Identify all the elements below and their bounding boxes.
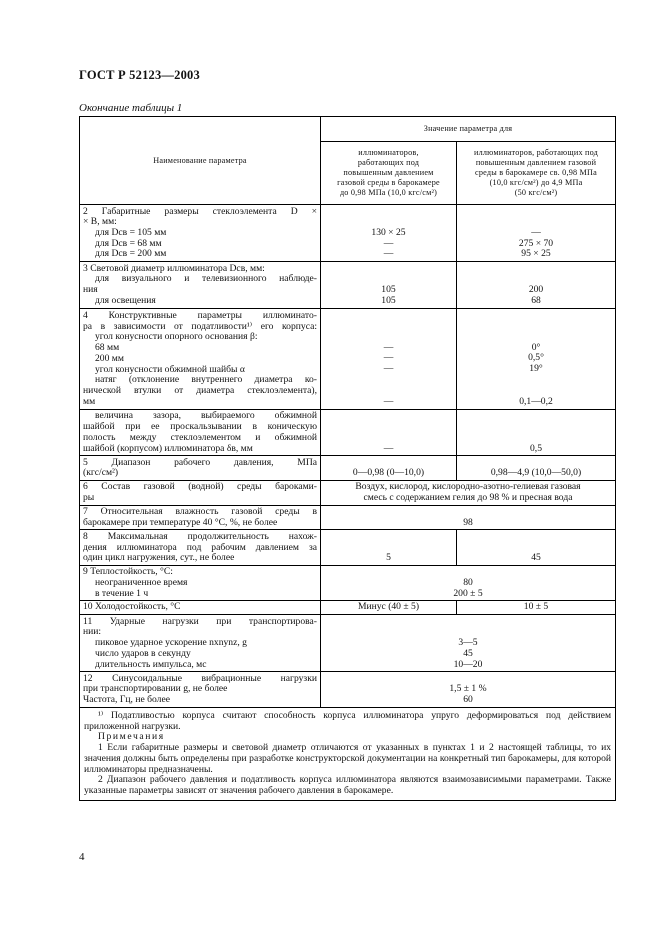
merged-value-cell [321,672,616,707]
parameter-cell [80,409,321,456]
value-line: 1,5 ± 1 % [449,683,487,695]
value-line: — [383,352,394,364]
value-line: 275 × 70 [518,237,554,249]
parameter-line: шайбой при ее проскальзывании в коническую [83,421,317,433]
value-line [324,206,453,217]
table-row [80,308,616,409]
value-cell-up-to-0-98 [321,530,457,566]
parameter-line: шайбой (корпусом) иллюминатора δв, мм [83,442,253,454]
parameter-cell [80,530,321,566]
table-row [80,505,616,530]
value-line [324,531,453,542]
parameter-cell [80,505,321,530]
parameter-cell [80,456,321,481]
value-line: 0,5 [530,442,542,454]
column-header-line: работающих под [357,158,420,168]
parameter-line: 4 Конструктивные параметры иллюминато- [83,310,317,321]
value-cell-above-0-98 [457,409,616,456]
parameter-line: один цикл нагружения, сут., не более [83,552,235,564]
value-cell-above-0-98 [457,262,616,308]
value-line [324,433,453,444]
parameter-line: для визуального и телевизионного наблюде- [95,273,317,285]
value-line: 0° [531,341,541,353]
parameter-line: × B, мм: [83,216,117,228]
value-line: 0,5° [528,352,544,364]
table-row [80,530,616,566]
value-line [324,422,453,433]
parameter-cell [80,262,321,308]
note-item: 2 Диапазон рабочего давления и податливость корпуса иллюминатора являются взаимозависимыми параметрами. Также указанные параметры зависят от значения рабочего давления в барокамере. [84,774,612,797]
value-cell-above-0-98 [457,205,616,262]
parameter-line: полость между стеклоэлементом и обжимной [83,431,317,443]
column-header-line: (50 кгс/см²) [514,187,558,197]
value-cell-above-0-98 [457,308,616,409]
column-header-line: среды в барокамере св. 0,98 МПа [475,168,597,178]
value-cell-above-0-98 [457,601,616,615]
parameter-line: 8 Максимальная продолжительность нахож- [83,530,317,542]
notes-title: Примечания [98,731,165,743]
column-header-line: до 0,98 МПа (10,0 кгс/см²) [339,187,438,197]
parameter-line: для Dсв = 200 мм [95,248,167,260]
value-line: смесь с содержанием гелия до 98 % и пресная вода [363,491,573,503]
table-row [80,601,616,615]
parameter-line: 9 Теплостойкость, °С: [83,566,173,578]
parameter-line: для Dсв = 105 мм [95,227,167,238]
parameter-line: ния [83,284,98,296]
parameter-line: 5 Диапазон рабочего давления, МПа [83,456,317,468]
value-cell-up-to-0-98 [321,308,457,409]
merged-value-cell [321,566,616,601]
column-header-line: повышенным давлением газовой [475,158,597,168]
value-line: 60 [463,694,473,706]
table-row [80,409,616,456]
parameter-line: (кгс/см²) [83,467,119,479]
value-line [460,531,612,542]
column-header-line: иллюминаторов, [358,148,419,158]
table-row [80,615,616,672]
parameter-line: мм [83,395,96,407]
parameter-line: ры [83,491,95,503]
value-line: 19° [529,363,543,375]
value-line: 105 [381,294,396,306]
column-header-line: повышенным давлением [343,168,434,178]
value-line: 130 × 25 [371,227,406,238]
merged-value-cell [321,615,616,672]
parameter-cell [80,481,321,505]
parameter-line: барокамере при температуре 40 °С, %, не более [83,516,278,528]
parameter-line: величина зазора, выбираемого обжимной [95,410,317,422]
value-cell-up-to-0-98 [321,601,457,615]
value-line: — [531,227,541,238]
parameter-line: 10 Холодостойкость, °С [83,601,181,613]
parameter-line: пиковое ударное ускорение nxnynz, g [95,637,247,649]
parameter-line: 7 Относительная влажность газовой среды в [83,505,317,517]
parameter-line: 2 Габаритные размеры стеклоэлемента D × [83,205,317,217]
value-line: 0,1—0,2 [519,395,553,407]
value-cell-up-to-0-98 [321,409,457,456]
value-line: — [383,248,394,260]
parameter-cell [80,672,321,707]
value-cell-above-0-98 [457,456,616,481]
value-line [324,310,453,321]
value-line: — [383,341,394,353]
parameter-line: 11 Ударные нагрузки при транспортирова- [83,615,317,627]
value-line: 10 ± 5 [523,601,549,613]
document-header: ГОСТ Р 52123—2003 [79,68,200,82]
value-line [324,321,453,332]
parameter-line: Частота, Гц, не более [83,694,170,706]
table-row [80,481,616,505]
value-line: — [383,363,394,375]
parameter-line: 3 Световой диаметр иллюминатора Dсв, мм: [83,262,265,274]
table-row [80,456,616,481]
value-line: 80 [463,577,473,589]
value-line: 3—5 [458,637,478,649]
parameter-line: при транспортировании g, не более [83,683,228,695]
parameter-line: для Dсв = 68 мм [95,237,162,249]
table-row [80,672,616,707]
value-line: 0—0,98 (0—10,0) [352,467,425,479]
value-line [460,321,612,332]
parameter-line: число ударов в секунду [95,647,191,659]
value-line [460,411,612,422]
value-cell-up-to-0-98 [321,456,457,481]
value-line: — [383,395,394,407]
value-line [460,310,612,321]
parameter-line: для освещения [95,294,156,306]
value-line [324,263,453,274]
note-item: 1 Если габаритные размеры и световой диаметр отличаются от указанных в пунктах 1 и 2 настоящей таблицы, то их значения должны быть определены при разработке конструкторской документации на конкретный тип барокамеры, для которой иллюминаторы предназначены. [84,742,612,775]
parameter-cell [80,566,321,601]
parameter-line: 200 мм [95,352,124,364]
footnote: ¹⁾ Податливостью корпуса считают способность корпуса иллюминатора упруго деформироваться под действием приложенной нагрузки. [84,709,612,732]
column-header-line: (10,0 кгс/см²) до 4,9 МПа [489,177,583,187]
column-header-above-0-98 [457,142,616,205]
parameter-cell [80,601,321,615]
value-line [324,411,453,422]
parameter-line: угол конусности обжимной шайбы α [95,363,245,375]
value-line: 200 ± 5 [453,587,483,599]
column-header-parameter: Наименование параметра [80,117,321,205]
value-line [324,616,612,627]
parameter-line: нии: [83,626,102,638]
value-line [460,375,612,386]
column-header-line: иллюминаторов, работающих под [474,148,598,158]
value-line: — [383,237,394,249]
value-line: 95 × 25 [521,248,551,260]
merged-value-cell [321,481,616,505]
value-line [460,263,612,274]
parameter-cell [80,615,321,672]
parameters-table [79,116,616,801]
value-line: 10—20 [453,658,483,670]
parameter-line: нической втулки от диаметра стеклоэлемента), [83,385,317,397]
value-cell-above-0-98 [457,530,616,566]
table-row [80,566,616,601]
value-cell-up-to-0-98 [321,205,457,262]
value-line: — [383,442,394,454]
table-row [80,205,616,262]
value-line: 5 [386,552,391,564]
value-line: 105 [381,284,396,296]
value-line [460,206,612,217]
page-number: 4 [79,851,85,863]
parameter-line: 6 Состав газовой (водной) среды бароками- [83,481,317,493]
value-line: Минус (40 ± 5) [357,601,420,613]
value-line: 200 [528,284,544,296]
value-line: 45 [531,552,541,564]
parameter-line: ра в зависимости от податливости¹⁾ его корпуса: [83,320,317,332]
column-header-value: Значение параметра для [321,117,616,142]
parameter-cell [80,205,321,262]
value-line [324,375,453,386]
value-line: 45 [463,647,473,659]
value-line: 98 [463,516,473,528]
parameter-line: в течение 1 ч [95,587,149,599]
merged-value-cell [321,505,616,530]
value-cell-up-to-0-98 [321,262,457,308]
parameter-line: 12 Синусоидальные вибрационные нагрузки [83,672,317,684]
parameter-line: натяг (отклонение внутреннего диаметра ко- [95,374,317,386]
value-line [324,507,612,518]
parameter-line: угол конусности опорного основания β: [95,331,258,343]
table-row [80,262,616,308]
value-line: 68 [531,294,541,306]
parameter-line: длительность импульса, мс [95,658,207,670]
value-line [460,422,612,433]
table-caption: Окончание таблицы 1 [79,102,183,114]
parameter-line: 68 мм [95,342,120,354]
parameter-line: неограниченное время [95,577,188,589]
value-line: 0,98—4,9 (10,0—50,0) [490,467,582,479]
column-header-up-to-0-98 [321,142,457,205]
column-header-line: газовой среды в барокамере [337,177,440,187]
value-line [460,433,612,444]
parameter-line: дения иллюминатора под рабочим давлением за [83,541,317,553]
value-line: Воздух, кислород, кислородно-азотно-гелиевая газовая [355,481,581,493]
notes-block [80,707,616,800]
parameter-cell [80,308,321,409]
